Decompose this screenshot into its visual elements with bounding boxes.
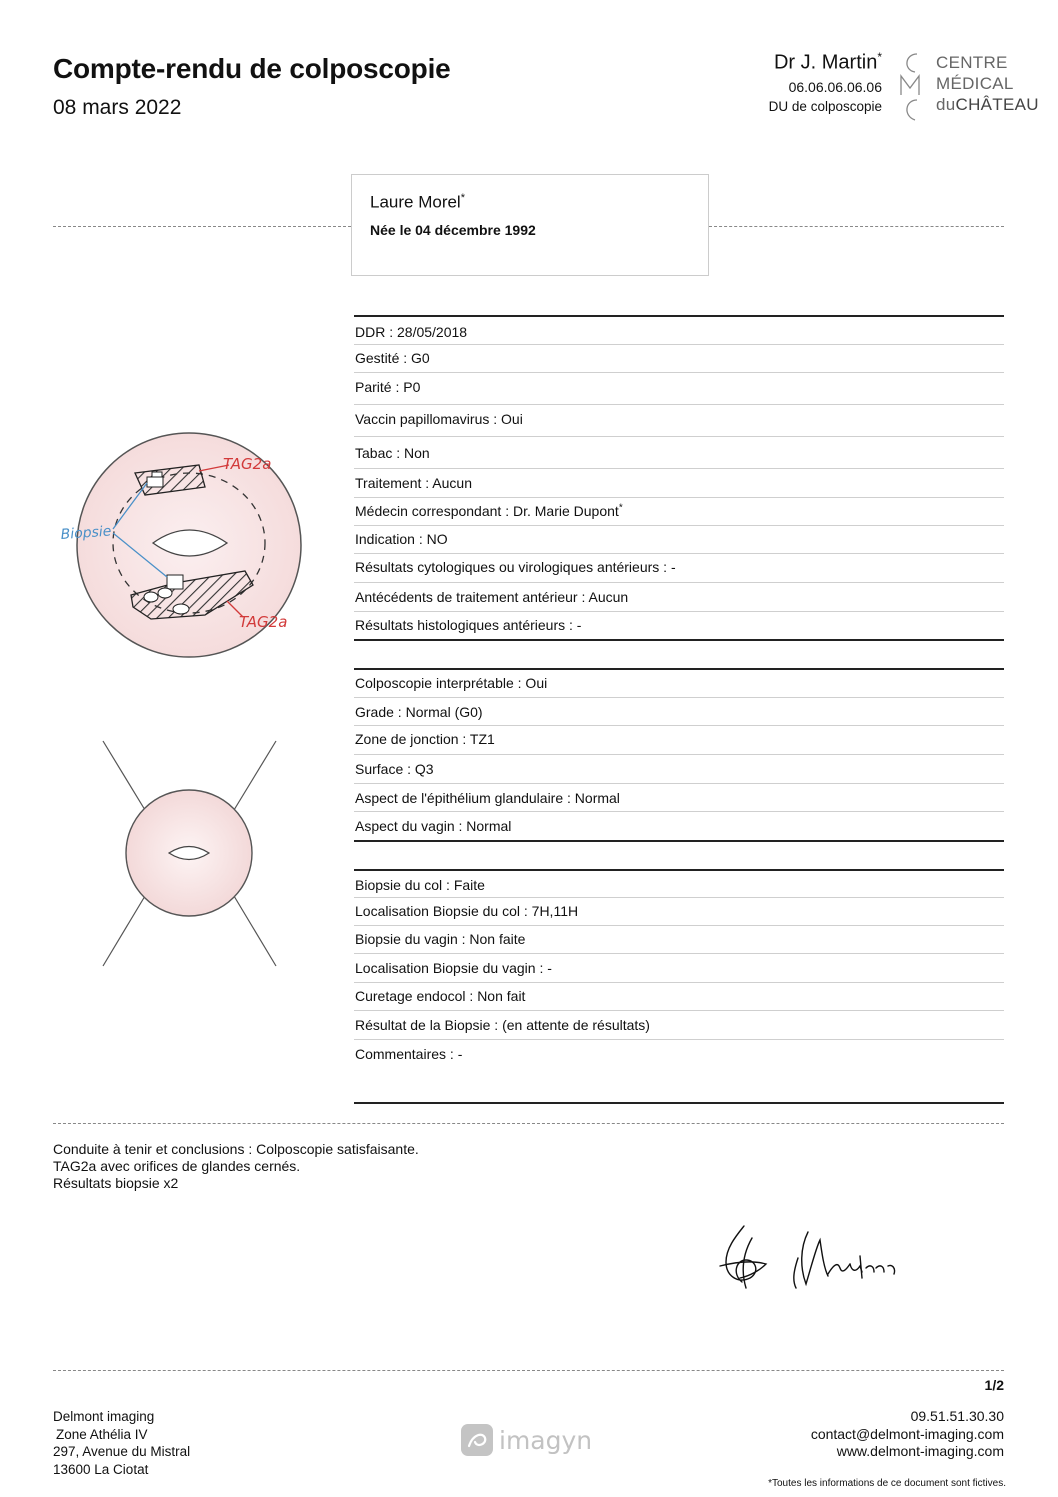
report-title: Compte-rendu de colposcopie <box>53 53 451 84</box>
speculum-line-br <box>234 896 276 966</box>
page-number: 1/2 <box>984 1377 1004 1393</box>
center-name <box>936 52 1039 115</box>
field-resultat-biopsie <box>354 1011 1004 1040</box>
field-label: Biopsie du vagin : Non faite <box>355 931 526 947</box>
speculum-line-bl <box>103 896 145 966</box>
field-label: Aspect du vagin : Normal <box>355 818 512 834</box>
biopsie-label: Biopsie <box>60 523 112 543</box>
tag-top-label: TAG2a <box>223 455 272 473</box>
field-localisation-vagin <box>354 954 1004 983</box>
field-resultats-histo <box>354 612 1004 639</box>
center-line1: CENTRE <box>936 53 1008 72</box>
doctor-signature <box>716 1218 906 1296</box>
cmc-letter-c-top <box>907 54 917 72</box>
section-antecedents-bottom-rule <box>354 639 1004 641</box>
address-line1: Zone Athélia IV <box>56 1426 148 1442</box>
imagyn-logo <box>459 1420 609 1460</box>
field-vagin <box>354 812 1004 840</box>
field-label: Tabac : Non <box>355 445 430 461</box>
doctor-name-line <box>769 50 882 75</box>
center-line3 <box>936 94 1039 115</box>
patient-asterisk: * <box>460 192 465 204</box>
contact-website[interactable]: www.delmont-imaging.com <box>836 1443 1004 1459</box>
field-vaccin <box>354 405 1004 437</box>
field-label: Indication : NO <box>355 531 448 547</box>
field-biopsie-col <box>354 870 1004 898</box>
field-curetage <box>354 983 1004 1011</box>
conclusion-line3: Résultats biopsie x2 <box>53 1175 179 1191</box>
center-line2: MÉDICAL <box>936 74 1014 93</box>
field-interpretable <box>354 669 1004 698</box>
field-label: Commentaires : - <box>355 1046 463 1062</box>
doctor-name: Dr J. Martin <box>773 51 878 74</box>
gland-opening <box>144 592 158 602</box>
field-label: Surface : Q3 <box>355 761 434 777</box>
conclusion-divider <box>53 1123 1004 1124</box>
speculum-line-tr <box>234 741 276 810</box>
field-grade <box>354 698 1004 726</box>
field-label: DDR : 28/05/2018 <box>355 324 468 340</box>
report-date: 08 mars 2022 <box>53 96 182 119</box>
conclusion-block <box>53 1141 419 1192</box>
doctor-diploma: DU de colposcopie <box>768 98 882 114</box>
medecin-asterisk: * <box>618 502 623 513</box>
field-antecedents-traitement <box>354 583 1004 612</box>
address-line3: 13600 La Ciotat <box>53 1461 149 1477</box>
field-tabac <box>354 437 1004 469</box>
fictional-disclaimer: *Toutes les informations de ce document sont fictives. <box>768 1478 1006 1489</box>
field-commentaires <box>354 1040 1004 1102</box>
imagyn-logo-text: imagyn <box>499 1426 593 1455</box>
field-label: Parité : P0 <box>355 379 421 395</box>
center-line3-main: CHÂTEAU <box>955 95 1039 114</box>
section-colposcopy-bottom-rule <box>354 840 1004 842</box>
field-label: Antécédents de traitement antérieur : Aucun <box>355 589 629 605</box>
company-name: Delmont imaging <box>53 1409 155 1424</box>
gland-opening <box>173 604 189 614</box>
company-address <box>53 1408 190 1478</box>
field-label <box>355 503 623 519</box>
field-zone-jonction <box>354 726 1004 755</box>
address-line2: 297, Avenue du Mistral <box>53 1444 191 1459</box>
field-label: Localisation Biopsie du vagin : - <box>355 960 552 976</box>
field-ddr <box>354 316 1004 345</box>
conclusion-line2: TAG2a avec orifices de glandes cernés. <box>53 1158 301 1174</box>
field-label: Résultat de la Biopsie : (en attente de résultats) <box>355 1017 650 1033</box>
cmc-monogram-logo <box>893 50 927 124</box>
contact-phone: 09.51.51.30.30 <box>910 1408 1004 1424</box>
field-biopsie-vagin <box>354 926 1004 954</box>
field-label: Gestité : G0 <box>355 350 430 366</box>
field-label: Résultats histologiques antérieurs : - <box>355 617 582 633</box>
tag-bottom-label: TAG2a <box>239 613 288 631</box>
field-localisation-col <box>354 898 1004 926</box>
field-medecin <box>354 498 1004 526</box>
gland-opening <box>158 588 172 598</box>
contact-email[interactable]: contact@delmont-imaging.com <box>810 1425 1004 1442</box>
doctor-block <box>769 50 882 114</box>
patient-card <box>351 174 709 276</box>
center-line3-prefix: du <box>936 95 956 114</box>
section-biopsy-bottom-rule <box>354 1102 1004 1104</box>
field-label: Résultats cytologiques ou virologiques antérieurs : - <box>355 559 676 575</box>
field-label: Biopsie du col : Faite <box>355 877 485 893</box>
biopsy-mark-bottom <box>167 575 183 589</box>
vagina-diagram <box>100 738 280 970</box>
patient-name: Laure Morel <box>370 192 461 212</box>
medecin-text: Médecin correspondant : Dr. Marie Dupont <box>355 502 619 519</box>
patient-birthdate: Née le 04 décembre 1992 <box>370 221 536 238</box>
patient-divider-right <box>709 226 1004 227</box>
field-indication <box>354 526 1004 554</box>
field-label: Zone de jonction : TZ1 <box>355 731 495 747</box>
field-label: Curetage endocol : Non fait <box>355 988 526 1004</box>
conclusion-line1: Conduite à tenir et conclusions : Colposcopie satisfaisante. <box>53 1141 419 1157</box>
doctor-asterisk: * <box>877 50 882 64</box>
company-contact <box>811 1408 1004 1461</box>
patient-name-line <box>370 192 690 213</box>
field-label: Colposcopie interprétable : Oui <box>355 675 548 691</box>
field-label: Grade : Normal (G0) <box>355 704 483 720</box>
field-traitement <box>354 469 1004 498</box>
cmc-letter-m <box>901 76 919 95</box>
field-label: Localisation Biopsie du col : 7H,11H <box>355 903 579 919</box>
cervix-diagram <box>55 425 325 665</box>
biopsy-mark-top <box>147 477 163 487</box>
cmc-letter-c-bottom <box>907 100 917 120</box>
field-label: Aspect de l'épithélium glandulaire : Normal <box>355 790 620 806</box>
doctor-phone: 06.06.06.06.06 <box>788 78 882 95</box>
field-epithelium <box>354 784 1004 812</box>
speculum-line-tl <box>103 741 145 810</box>
patient-divider-left <box>53 226 351 227</box>
field-label: Traitement : Aucun <box>355 475 472 491</box>
field-parite <box>354 373 1004 405</box>
field-surface <box>354 755 1004 784</box>
field-gestite <box>354 345 1004 373</box>
imagyn-logo-badge <box>461 1424 493 1456</box>
field-resultats-cyto <box>354 554 1004 583</box>
field-label: Vaccin papillomavirus : Oui <box>355 411 523 427</box>
footer-divider <box>53 1370 1004 1371</box>
